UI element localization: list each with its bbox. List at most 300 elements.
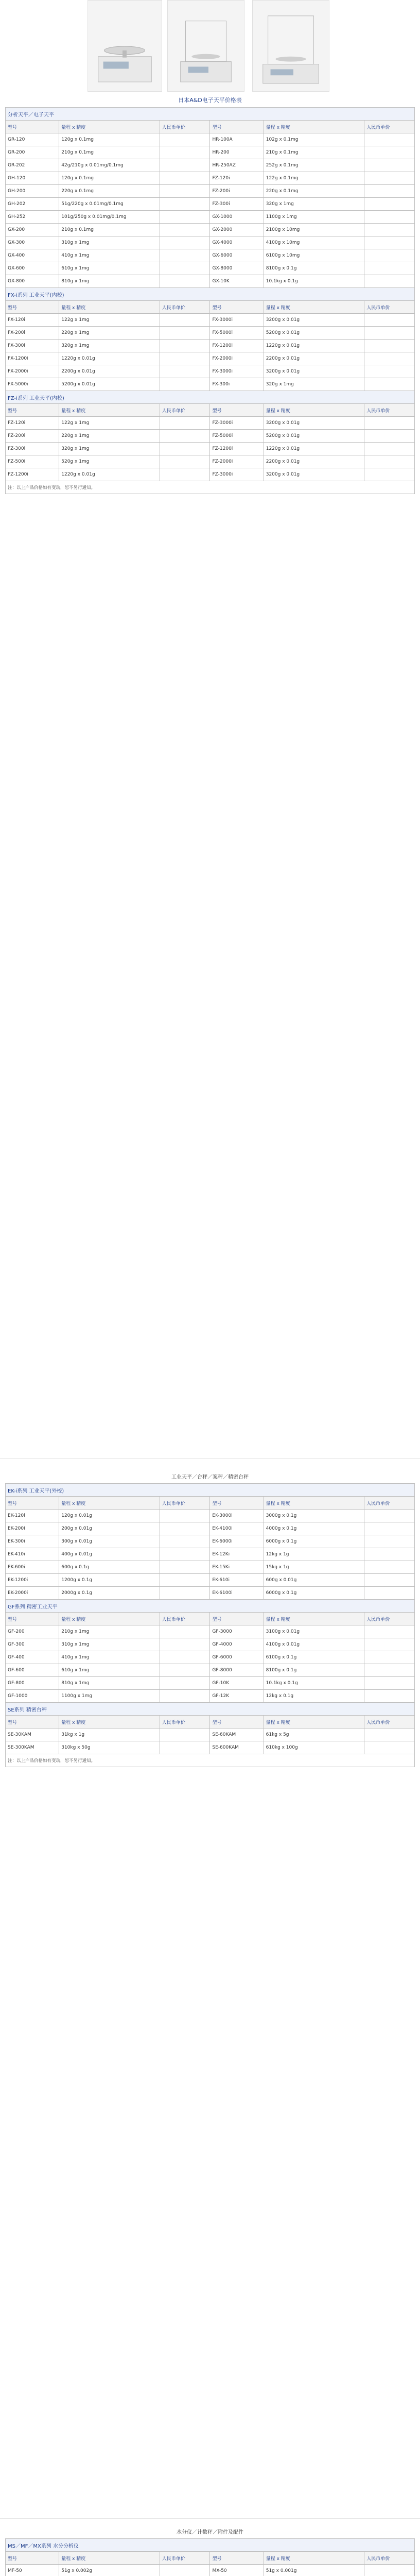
header-cell: 量程 x 精度 bbox=[264, 2552, 364, 2565]
table-cell bbox=[160, 249, 210, 262]
table-row bbox=[6, 236, 415, 249]
table-cell: 42g/210g x 0.01mg/0.1mg bbox=[59, 159, 160, 172]
table-cell: EK-15Ki bbox=[210, 1561, 264, 1574]
table-cell: 3200g x 0.01g bbox=[264, 365, 364, 378]
note-row bbox=[6, 481, 415, 494]
table-cell: GF-8000 bbox=[210, 1664, 264, 1677]
table-cell: 51g/220g x 0.01mg/0.1mg bbox=[59, 198, 160, 211]
table-cell: GH-120 bbox=[6, 172, 59, 185]
table-row bbox=[6, 1574, 415, 1587]
section-title: FZ-i系列 工业天平(内校) bbox=[6, 391, 415, 404]
table-cell bbox=[364, 455, 415, 468]
table-cell bbox=[364, 159, 415, 172]
table-cell: 310g x 1mg bbox=[59, 236, 160, 249]
table-cell bbox=[364, 1522, 415, 1535]
table-cell: GX-800 bbox=[6, 275, 59, 288]
table-cell: EK-12Ki bbox=[210, 1548, 264, 1561]
table-cell: 220g x 0.1mg bbox=[264, 185, 364, 198]
table-cell: HR-100A bbox=[210, 133, 264, 146]
block-heading: 水分仪／计数秤／附件及配件 bbox=[177, 2530, 243, 2535]
table-cell: 252g x 0.1mg bbox=[264, 159, 364, 172]
table-cell bbox=[364, 1664, 415, 1677]
table-row bbox=[6, 352, 415, 365]
table-cell: FZ-5000i bbox=[210, 430, 264, 443]
table-cell: GX-200 bbox=[6, 224, 59, 236]
header-cell: 量程 x 精度 bbox=[264, 404, 364, 417]
table-cell: 210g x 1mg bbox=[59, 1625, 160, 1638]
header-cell: 量程 x 精度 bbox=[59, 1716, 160, 1728]
table-cell: 5200g x 0.01g bbox=[264, 327, 364, 340]
table-cell: EK-600i bbox=[6, 1561, 59, 1574]
price-block-c bbox=[5, 2524, 415, 2576]
table-cell: FZ-120i bbox=[6, 417, 59, 430]
table-cell: 310kg x 50g bbox=[59, 1741, 160, 1754]
table-row bbox=[6, 455, 415, 468]
table-cell: GX-8000 bbox=[210, 262, 264, 275]
table-cell: 4100g x 10mg bbox=[264, 236, 364, 249]
table-cell bbox=[364, 1741, 415, 1754]
table-cell: EK-300i bbox=[6, 1535, 59, 1548]
header-cell: 型号 bbox=[210, 301, 264, 314]
price-table bbox=[5, 107, 415, 494]
table-cell: 610kg x 100g bbox=[264, 1741, 364, 1754]
section-title: EK-i系列 工业天平(外校) bbox=[6, 1484, 415, 1497]
header-row bbox=[6, 1613, 415, 1625]
header-cell: 型号 bbox=[6, 301, 59, 314]
table-cell: GR-120 bbox=[6, 133, 59, 146]
table-row bbox=[6, 224, 415, 236]
table-cell: 8100g x 0.1g bbox=[264, 1664, 364, 1677]
table-cell: GH-200 bbox=[6, 185, 59, 198]
header-cell: 型号 bbox=[210, 1613, 264, 1625]
table-cell: 122g x 1mg bbox=[59, 417, 160, 430]
table-cell: 6000g x 0.1g bbox=[264, 1587, 364, 1600]
table-cell: GF-4000 bbox=[210, 1638, 264, 1651]
table-cell: 610g x 1mg bbox=[59, 1664, 160, 1677]
table-cell: 610g x 1mg bbox=[59, 262, 160, 275]
table-cell: FZ-1200i bbox=[210, 443, 264, 455]
header-row bbox=[6, 1497, 415, 1510]
table-cell: 410g x 1mg bbox=[59, 1651, 160, 1664]
table-cell: FX-5000i bbox=[210, 327, 264, 340]
table-cell bbox=[160, 1522, 210, 1535]
table-cell: FX-300i bbox=[210, 378, 264, 391]
section-title-row bbox=[6, 108, 415, 121]
table-row bbox=[6, 198, 415, 211]
table-cell: 520g x 1mg bbox=[59, 455, 160, 468]
table-cell bbox=[364, 172, 415, 185]
header-cell: 型号 bbox=[210, 404, 264, 417]
table-row bbox=[6, 133, 415, 146]
balance-photo-2 bbox=[167, 0, 244, 92]
table-cell bbox=[160, 1638, 210, 1651]
table-cell: 6100g x 0.1g bbox=[264, 1651, 364, 1664]
table-cell: EK-4100i bbox=[210, 1522, 264, 1535]
table-cell: GF-12K bbox=[210, 1690, 264, 1703]
table-cell: 2200g x 0.01g bbox=[264, 352, 364, 365]
table-row bbox=[6, 275, 415, 288]
section-title: MS／MF／MX系列 水分分析仪 bbox=[6, 2539, 415, 2552]
table-cell: SE-600KAM bbox=[210, 1741, 264, 1754]
table-cell bbox=[160, 1561, 210, 1574]
table-cell: 220g x 1mg bbox=[59, 327, 160, 340]
table-cell bbox=[160, 443, 210, 455]
table-cell bbox=[160, 314, 210, 327]
header-cell: 型号 bbox=[6, 2552, 59, 2565]
table-cell: 4100g x 0.01g bbox=[264, 1638, 364, 1651]
table-cell: GR-200 bbox=[6, 146, 59, 159]
header-row bbox=[6, 2552, 415, 2565]
table-cell: FX-2000i bbox=[210, 352, 264, 365]
section-title: 分析天平／电子天平 bbox=[6, 108, 415, 121]
table-cell bbox=[364, 1690, 415, 1703]
table-cell: 3200g x 0.01g bbox=[264, 314, 364, 327]
table-cell: 31kg x 1g bbox=[59, 1728, 160, 1741]
table-cell: 1220g x 0.01g bbox=[59, 468, 160, 481]
header-cell: 量程 x 精度 bbox=[59, 301, 160, 314]
table-cell bbox=[364, 378, 415, 391]
table-cell: FZ-200i bbox=[210, 185, 264, 198]
table-cell bbox=[364, 275, 415, 288]
table-cell: 3100g x 0.01g bbox=[264, 1625, 364, 1638]
table-row bbox=[6, 1728, 415, 1741]
header-cell: 人民币单价 bbox=[364, 1497, 415, 1510]
table-cell: GF-3000 bbox=[210, 1625, 264, 1638]
table-cell: 15kg x 1g bbox=[264, 1561, 364, 1574]
header-cell: 量程 x 精度 bbox=[264, 1613, 364, 1625]
price-block-b bbox=[5, 1469, 415, 2515]
table-cell bbox=[160, 1664, 210, 1677]
table-cell bbox=[160, 1651, 210, 1664]
table-cell bbox=[364, 1728, 415, 1741]
table-cell bbox=[364, 365, 415, 378]
table-cell: 102g x 0.1mg bbox=[264, 133, 364, 146]
table-row bbox=[6, 262, 415, 275]
table-cell bbox=[364, 340, 415, 352]
table-cell: FZ-1200i bbox=[6, 468, 59, 481]
divider bbox=[0, 2518, 420, 2519]
table-cell bbox=[160, 455, 210, 468]
table-cell: 120g x 0.1mg bbox=[59, 172, 160, 185]
table-cell bbox=[160, 1535, 210, 1548]
note-row bbox=[6, 1754, 415, 1767]
header-cell: 型号 bbox=[210, 121, 264, 133]
header-cell: 型号 bbox=[6, 404, 59, 417]
header-cell: 量程 x 精度 bbox=[264, 1497, 364, 1510]
table-cell: SE-60KAM bbox=[210, 1728, 264, 1741]
header-cell: 型号 bbox=[6, 1613, 59, 1625]
header-cell: 量程 x 精度 bbox=[264, 121, 364, 133]
header-row bbox=[6, 1716, 415, 1728]
table-cell: EK-6000i bbox=[210, 1535, 264, 1548]
table-cell bbox=[364, 1561, 415, 1574]
header-cell: 人民币单价 bbox=[364, 121, 415, 133]
table-cell bbox=[160, 133, 210, 146]
price-table bbox=[5, 1483, 415, 1767]
table-cell: GF-10K bbox=[210, 1677, 264, 1690]
table-row bbox=[6, 417, 415, 430]
table-cell: GF-1000 bbox=[6, 1690, 59, 1703]
table-cell: GF-600 bbox=[6, 1664, 59, 1677]
table-cell: 120g x 0.01g bbox=[59, 1510, 160, 1522]
table-cell: EK-2000i bbox=[6, 1587, 59, 1600]
table-cell: GX-1000 bbox=[210, 211, 264, 224]
table-cell: 300g x 0.01g bbox=[59, 1535, 160, 1548]
table-cell bbox=[160, 365, 210, 378]
table-cell: 12kg x 1g bbox=[264, 1548, 364, 1561]
table-cell: GF-6000 bbox=[210, 1651, 264, 1664]
table-row bbox=[6, 172, 415, 185]
header-cell: 型号 bbox=[210, 2552, 264, 2565]
header-cell: 人民币单价 bbox=[160, 301, 210, 314]
table-row bbox=[6, 185, 415, 198]
header-row bbox=[6, 404, 415, 417]
table-cell: 320g x 1mg bbox=[264, 378, 364, 391]
table-cell: EK-200i bbox=[6, 1522, 59, 1535]
table-row bbox=[6, 314, 415, 327]
table-cell: 4000g x 0.1g bbox=[264, 1522, 364, 1535]
table-cell: GF-200 bbox=[6, 1625, 59, 1638]
table-row bbox=[6, 1664, 415, 1677]
table-cell bbox=[160, 172, 210, 185]
table-cell bbox=[160, 275, 210, 288]
table-row bbox=[6, 1741, 415, 1754]
table-cell: 310g x 1mg bbox=[59, 1638, 160, 1651]
table-cell: GX-300 bbox=[6, 236, 59, 249]
table-cell: 810g x 1mg bbox=[59, 275, 160, 288]
table-cell: 410g x 1mg bbox=[59, 249, 160, 262]
table-cell: EK-3000i bbox=[210, 1510, 264, 1522]
table-cell bbox=[160, 1574, 210, 1587]
section-title-row bbox=[6, 1484, 415, 1497]
table-cell bbox=[364, 2565, 415, 2576]
balance-photo-3 bbox=[252, 0, 329, 92]
table-cell: GR-202 bbox=[6, 159, 59, 172]
table-cell bbox=[160, 159, 210, 172]
table-cell bbox=[160, 224, 210, 236]
table-cell bbox=[364, 327, 415, 340]
balance-icon bbox=[88, 1, 162, 91]
balance-photo-1 bbox=[87, 0, 162, 92]
table-cell: 1220g x 0.01g bbox=[264, 443, 364, 455]
table-cell: FZ-300i bbox=[6, 443, 59, 455]
table-cell: 220g x 1mg bbox=[59, 430, 160, 443]
table-cell: 320g x 1mg bbox=[264, 198, 364, 211]
header-row bbox=[6, 301, 415, 314]
header-cell: 量程 x 精度 bbox=[59, 404, 160, 417]
table-cell: 1220g x 0.01g bbox=[59, 352, 160, 365]
header-cell: 型号 bbox=[6, 1716, 59, 1728]
table-cell bbox=[160, 236, 210, 249]
table-row bbox=[6, 1510, 415, 1522]
table-cell: 1220g x 0.01g bbox=[264, 340, 364, 352]
header-cell: 型号 bbox=[210, 1497, 264, 1510]
table-cell bbox=[364, 443, 415, 455]
table-cell: GH-202 bbox=[6, 198, 59, 211]
table-cell: 2200g x 0.01g bbox=[59, 365, 160, 378]
header-cell: 量程 x 精度 bbox=[59, 2552, 160, 2565]
table-cell: 6000g x 0.1g bbox=[264, 1535, 364, 1548]
table-row bbox=[6, 468, 415, 481]
table-cell: GX-600 bbox=[6, 262, 59, 275]
table-cell: 51g x 0.002g bbox=[59, 2565, 160, 2576]
section-title: FX-i系列 工业天平(内校) bbox=[6, 288, 415, 301]
section-title-row bbox=[6, 288, 415, 301]
section-title-row bbox=[6, 1600, 415, 1613]
table-cell bbox=[160, 340, 210, 352]
balance-icon bbox=[168, 1, 244, 91]
price-block-a bbox=[5, 107, 415, 1447]
table-cell: FX-120i bbox=[6, 314, 59, 327]
table-cell bbox=[364, 430, 415, 443]
table-cell bbox=[160, 1728, 210, 1741]
table-cell: 3200g x 0.01g bbox=[264, 468, 364, 481]
table-cell: 6100g x 10mg bbox=[264, 249, 364, 262]
table-cell: FZ-200i bbox=[6, 430, 59, 443]
table-cell: 10.1kg x 0.1g bbox=[264, 275, 364, 288]
table-cell: 101g/250g x 0.01mg/0.1mg bbox=[59, 211, 160, 224]
table-cell: 10.1kg x 0.1g bbox=[264, 1677, 364, 1690]
table-cell: 210g x 0.1mg bbox=[264, 146, 364, 159]
table-cell bbox=[364, 1548, 415, 1561]
header-cell: 人民币单价 bbox=[160, 1716, 210, 1728]
table-cell: 400g x 0.01g bbox=[59, 1548, 160, 1561]
table-cell: 61kg x 5g bbox=[264, 1728, 364, 1741]
table-cell: HR-200 bbox=[210, 146, 264, 159]
table-cell: FX-1200i bbox=[6, 352, 59, 365]
table-cell bbox=[364, 262, 415, 275]
header-cell: 型号 bbox=[6, 1497, 59, 1510]
table-cell: EK-120i bbox=[6, 1510, 59, 1522]
table-cell: FX-200i bbox=[6, 327, 59, 340]
table-row bbox=[6, 443, 415, 455]
section-title: GF系列 精密工业天平 bbox=[6, 1600, 415, 1613]
table-row bbox=[6, 146, 415, 159]
table-cell bbox=[160, 1587, 210, 1600]
table-row bbox=[6, 378, 415, 391]
table-cell bbox=[364, 1651, 415, 1664]
header-row bbox=[6, 121, 415, 133]
table-cell: EK-6100i bbox=[210, 1587, 264, 1600]
header-cell: 量程 x 精度 bbox=[59, 1497, 160, 1510]
table-cell: FZ-2000i bbox=[210, 455, 264, 468]
table-cell bbox=[160, 262, 210, 275]
table-row bbox=[6, 1638, 415, 1651]
table-cell: GF-300 bbox=[6, 1638, 59, 1651]
table-cell bbox=[364, 224, 415, 236]
table-cell bbox=[160, 1741, 210, 1754]
table-cell bbox=[364, 352, 415, 365]
table-cell: 600g x 0.01g bbox=[264, 1574, 364, 1587]
table-cell bbox=[364, 1510, 415, 1522]
table-cell bbox=[364, 249, 415, 262]
note-text: 注：以上产品价格如有变动，恕不另行通知。 bbox=[6, 481, 415, 494]
table-cell: 210g x 0.1mg bbox=[59, 224, 160, 236]
header-cell: 人民币单价 bbox=[364, 301, 415, 314]
table-cell bbox=[364, 1638, 415, 1651]
table-cell: FX-2000i bbox=[6, 365, 59, 378]
table-cell: FZ-120i bbox=[210, 172, 264, 185]
table-cell: 2200g x 0.01g bbox=[264, 455, 364, 468]
table-cell bbox=[160, 378, 210, 391]
table-cell bbox=[160, 1677, 210, 1690]
table-cell: 8100g x 0.1g bbox=[264, 262, 364, 275]
table-cell: 1100g x 1mg bbox=[264, 211, 364, 224]
table-row bbox=[6, 211, 415, 224]
table-cell: FZ-3000i bbox=[210, 468, 264, 481]
table-cell: EK-410i bbox=[6, 1548, 59, 1561]
table-row bbox=[6, 365, 415, 378]
table-cell bbox=[160, 1625, 210, 1638]
table-row bbox=[6, 340, 415, 352]
table-cell: FX-300i bbox=[6, 340, 59, 352]
table-cell: 1100g x 1mg bbox=[59, 1690, 160, 1703]
balance-icon bbox=[253, 1, 329, 91]
table-row bbox=[6, 1677, 415, 1690]
table-row bbox=[6, 159, 415, 172]
section-title-row bbox=[6, 391, 415, 404]
header-cell: 型号 bbox=[6, 121, 59, 133]
table-cell: 122g x 0.1mg bbox=[264, 172, 364, 185]
table-cell: 12kg x 0.1g bbox=[264, 1690, 364, 1703]
table-cell: HR-250AZ bbox=[210, 159, 264, 172]
table-cell: FX-3000i bbox=[210, 365, 264, 378]
table-row bbox=[6, 430, 415, 443]
header-cell: 人民币单价 bbox=[364, 2552, 415, 2565]
table-cell: GF-400 bbox=[6, 1651, 59, 1664]
table-cell bbox=[160, 430, 210, 443]
table-cell bbox=[160, 1690, 210, 1703]
table-cell: MF-50 bbox=[6, 2565, 59, 2576]
section-title-row bbox=[6, 1703, 415, 1716]
table-cell bbox=[364, 236, 415, 249]
header-cell: 人民币单价 bbox=[364, 1613, 415, 1625]
table-cell bbox=[160, 327, 210, 340]
table-cell: 810g x 1mg bbox=[59, 1677, 160, 1690]
table-row bbox=[6, 1561, 415, 1574]
table-cell bbox=[364, 417, 415, 430]
table-cell bbox=[160, 417, 210, 430]
table-cell: SE-300KAM bbox=[6, 1741, 59, 1754]
table-cell: 220g x 0.1mg bbox=[59, 185, 160, 198]
table-cell: GX-4000 bbox=[210, 236, 264, 249]
table-cell: 122g x 1mg bbox=[59, 314, 160, 327]
table-cell: FZ-500i bbox=[6, 455, 59, 468]
table-cell: EK-1200i bbox=[6, 1574, 59, 1587]
header-cell: 量程 x 精度 bbox=[59, 1613, 160, 1625]
table-cell: FX-5000i bbox=[6, 378, 59, 391]
table-cell bbox=[364, 1625, 415, 1638]
table-cell bbox=[364, 185, 415, 198]
table-cell bbox=[364, 133, 415, 146]
table-cell bbox=[160, 1548, 210, 1561]
table-cell bbox=[160, 185, 210, 198]
table-cell bbox=[364, 468, 415, 481]
table-cell: 600g x 0.1g bbox=[59, 1561, 160, 1574]
header-cell: 人民币单价 bbox=[160, 2552, 210, 2565]
table-cell: FZ-3000i bbox=[210, 417, 264, 430]
note-text: 注：以上产品价格如有变动，恕不另行通知。 bbox=[6, 1754, 415, 1767]
table-cell: GF-800 bbox=[6, 1677, 59, 1690]
table-cell bbox=[160, 468, 210, 481]
table-cell: FX-3000i bbox=[210, 314, 264, 327]
table-cell: GX-400 bbox=[6, 249, 59, 262]
table-cell bbox=[160, 2565, 210, 2576]
table-row bbox=[6, 1535, 415, 1548]
table-cell: EK-610i bbox=[210, 1574, 264, 1587]
table-cell: MX-50 bbox=[210, 2565, 264, 2576]
table-row bbox=[6, 249, 415, 262]
